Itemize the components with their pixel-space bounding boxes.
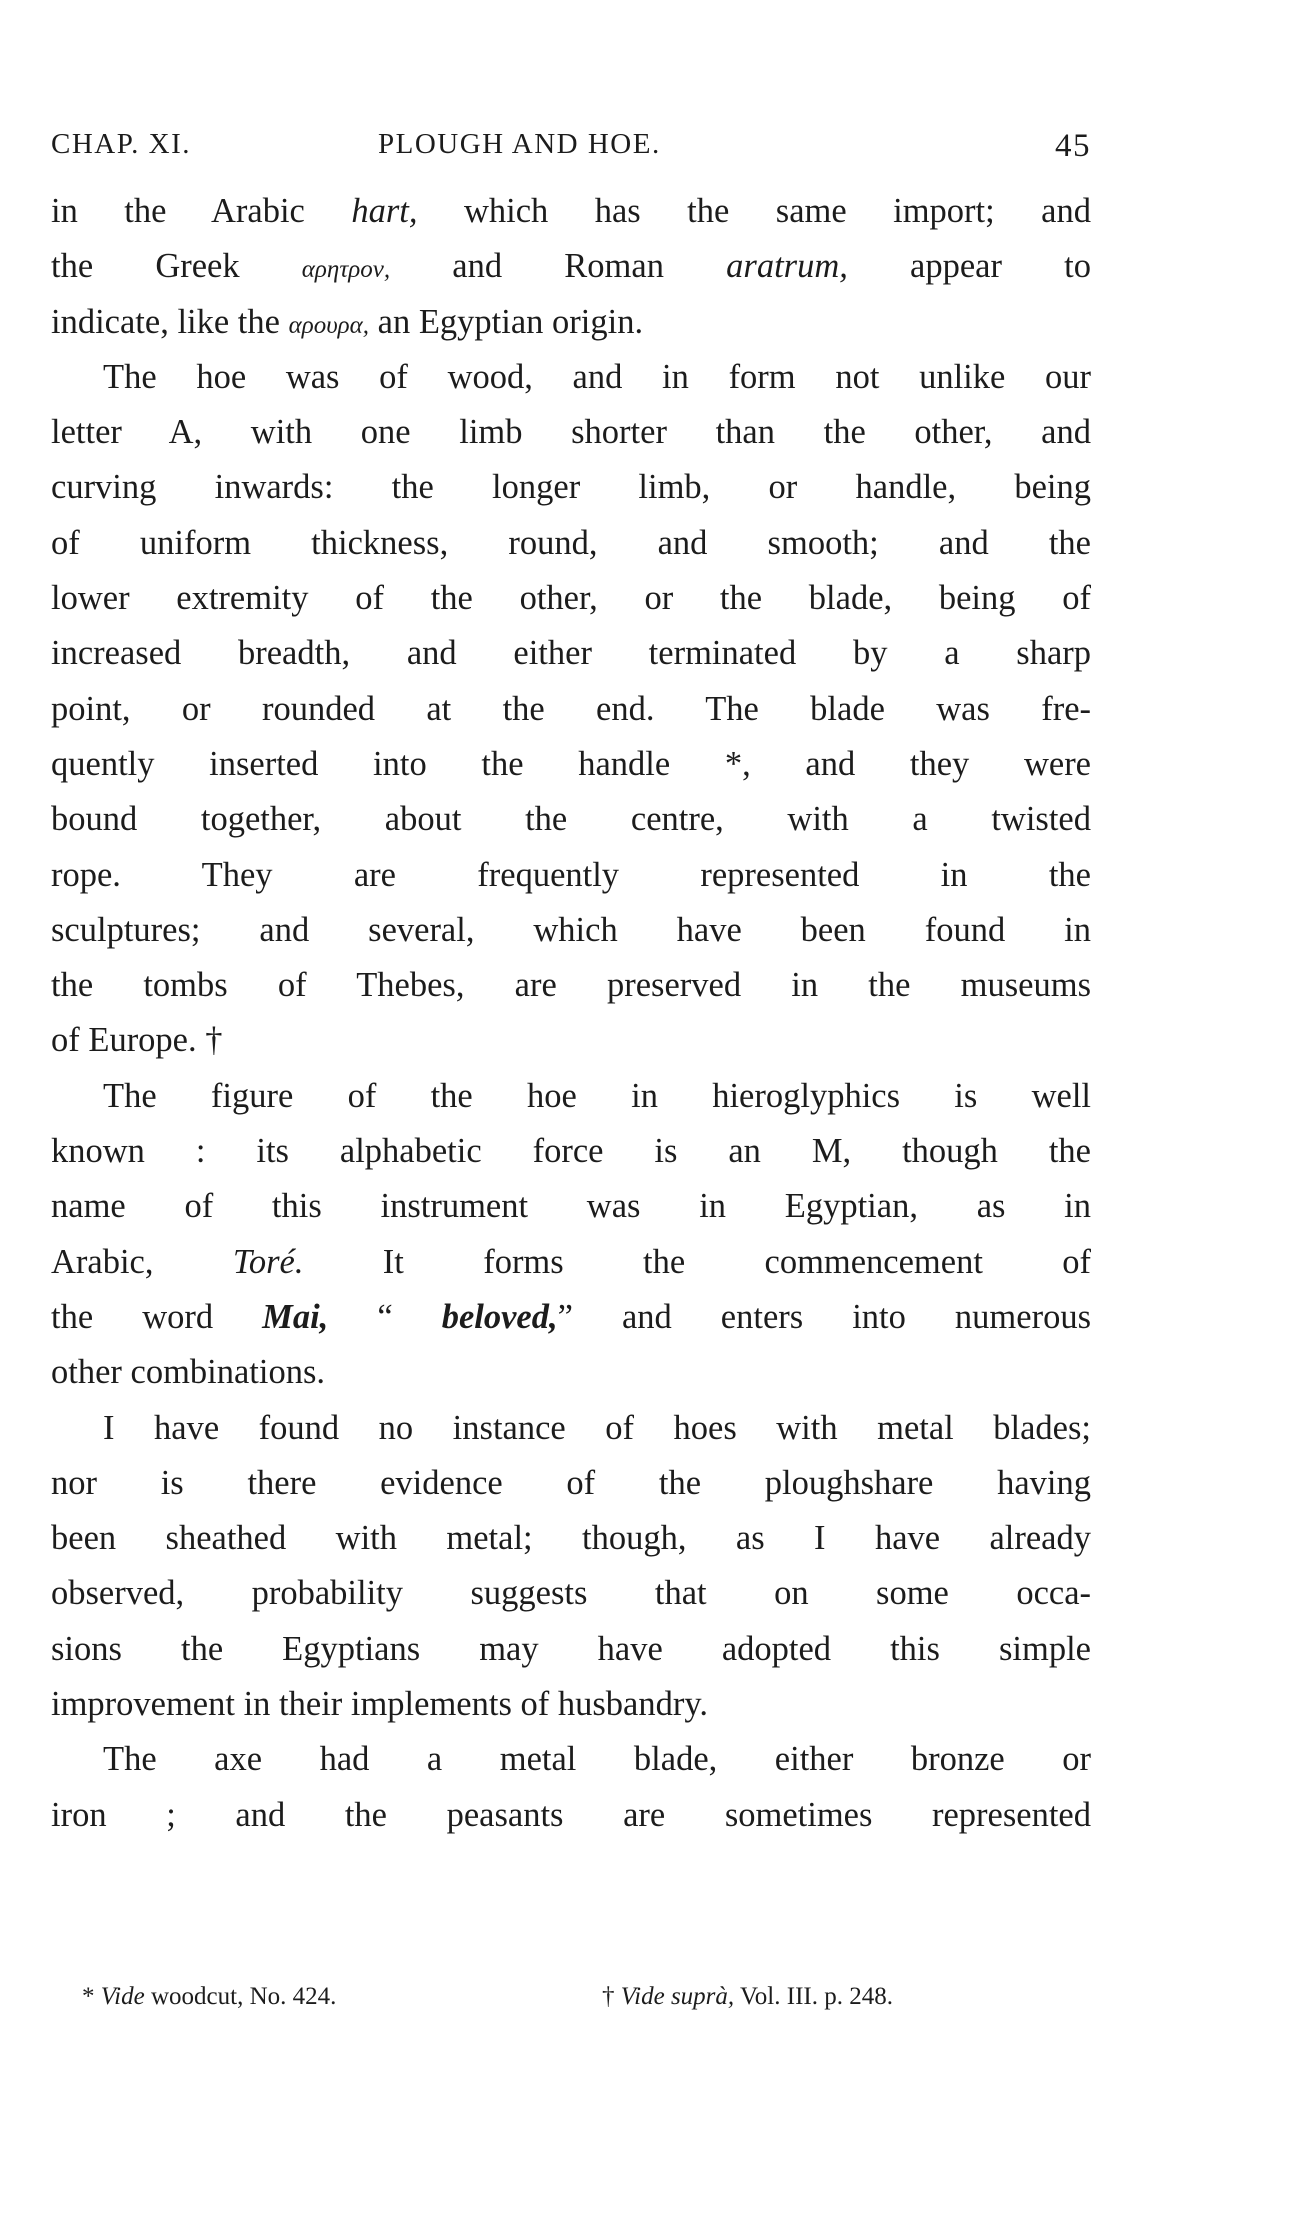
text-line [51,958,1091,1013]
text-run: and Roman [390,247,727,286]
text-line [51,1124,1091,1179]
text-run: It forms the commencement of [303,1242,1091,1281]
footnote-ref: Vide suprà, [620,1983,735,2010]
text-run: “ [328,1297,442,1336]
text-line [51,626,1091,681]
footnote-text: Vol. III. p. 248. [734,1983,893,2010]
text-line [51,1290,1091,1345]
text-line [51,1069,1091,1124]
text-run: point, or rounded at the end. The blade was fre- [51,689,1091,728]
text-run: I have found no instance of hoes with metal blades; [103,1408,1091,1447]
footnote-mark: * [82,1983,95,2010]
text-line [51,516,1091,571]
text-run: letter A, with one limb shorter than the other, and [51,413,1091,452]
text-run: other combinations. [51,1353,326,1392]
emphasis-word: Mai, [262,1297,329,1336]
text-line [51,1511,1091,1566]
text-run: the word [51,1297,263,1336]
text-run: indicate, like the [51,302,289,341]
text-run: The figure of the hoe in hieroglyphics is well [103,1076,1091,1115]
footnote-text: woodcut, No. 424. [144,1983,337,2010]
text-run: iron ; and the peasants are sometimes represented [51,1795,1091,1834]
running-title: PLOUGH AND HOE. [378,128,661,160]
paragraph [51,1732,1091,1843]
text-line [51,1179,1091,1234]
text-run: rope. They are frequently represented in the [51,855,1091,894]
text-line [51,1345,1091,1400]
text-run: of Europe. † [51,1021,223,1060]
text-run: Arabic, [51,1242,233,1281]
paragraph [51,1401,1091,1733]
italic-word: aratrum, [726,247,848,286]
text-line [51,1732,1091,1787]
text-run: name of this instrument was in Egyptian, as in [51,1187,1091,1226]
text-line [51,1566,1091,1621]
text-run: the tombs of Thebes, are preserved in the museums [51,966,1091,1005]
text-line [51,460,1091,515]
text-line [51,405,1091,460]
text-run: an Egyptian origin. [369,302,644,341]
text-line [51,1401,1091,1456]
text-run: the Greek [51,247,302,286]
text-run: observed, probability suggests that on some occa- [51,1574,1091,1613]
text-line [51,1677,1091,1732]
text-run: appear to [847,247,1091,286]
paragraph [51,350,1091,1069]
text-line [51,792,1091,847]
page-number: 45 [1055,128,1091,164]
text-run: which has the same import; and [417,192,1091,230]
text-run: been sheathed with metal; though, as I have already [51,1519,1091,1558]
text-run: curving inwards: the longer limb, or handle, being [51,468,1091,507]
text-run: improvement in their implements of husbandry. [51,1685,708,1724]
text-run: of uniform thickness, round, and smooth; and the [51,523,1091,562]
text-line [51,682,1091,737]
text-line [51,848,1091,903]
chapter-label: CHAP. XI. [51,128,191,160]
text-run: sions the Egyptians may have adopted this simple [51,1629,1091,1668]
text-run: ” and enters into numerous [557,1297,1091,1336]
paragraph [51,184,1091,350]
text-line [51,1456,1091,1511]
greek-word: αρητρον, [301,256,391,284]
body-text [51,184,1091,1843]
text-run: bound together, about the centre, with a twisted [51,800,1091,839]
greek-word: αρουρα, [288,311,370,339]
text-line [51,295,1091,350]
running-head [51,128,1091,168]
text-line [51,737,1091,792]
text-run: known : its alphabetic force is an M, though the [51,1132,1091,1171]
text-line [51,1788,1091,1843]
text-run: lower extremity of the other, or the blade, being of [51,579,1091,618]
text-line [51,1622,1091,1677]
text-run: in the Arabic [51,192,352,230]
text-run: nor is there evidence of the ploughshare having [51,1463,1091,1502]
text-run: The hoe was of wood, and in form not unlike our [103,357,1091,396]
footnote-ref: Vide [100,1983,145,2010]
text-line [51,239,1091,294]
footnote-1 [82,1983,336,2011]
text-line [51,1013,1091,1068]
footnote-2 [602,1983,893,2011]
text-run: The axe had a metal blade, either bronze or [103,1740,1091,1779]
text-line [51,1235,1091,1290]
text-line [51,350,1091,405]
text-run: increased breadth, and either terminated by a sharp [51,634,1091,673]
text-run: quently inserted into the handle *, and they were [51,744,1091,783]
text-run: sculptures; and several, which have been found in [51,910,1091,949]
italic-word: hart, [351,192,418,230]
italic-word: Toré. [232,1242,304,1281]
text-line [51,571,1091,626]
text-line [51,903,1091,958]
text-line [51,184,1091,239]
footnote-mark: † [602,1983,615,2010]
emphasis-word: beloved, [441,1297,558,1336]
paragraph [51,1069,1091,1401]
